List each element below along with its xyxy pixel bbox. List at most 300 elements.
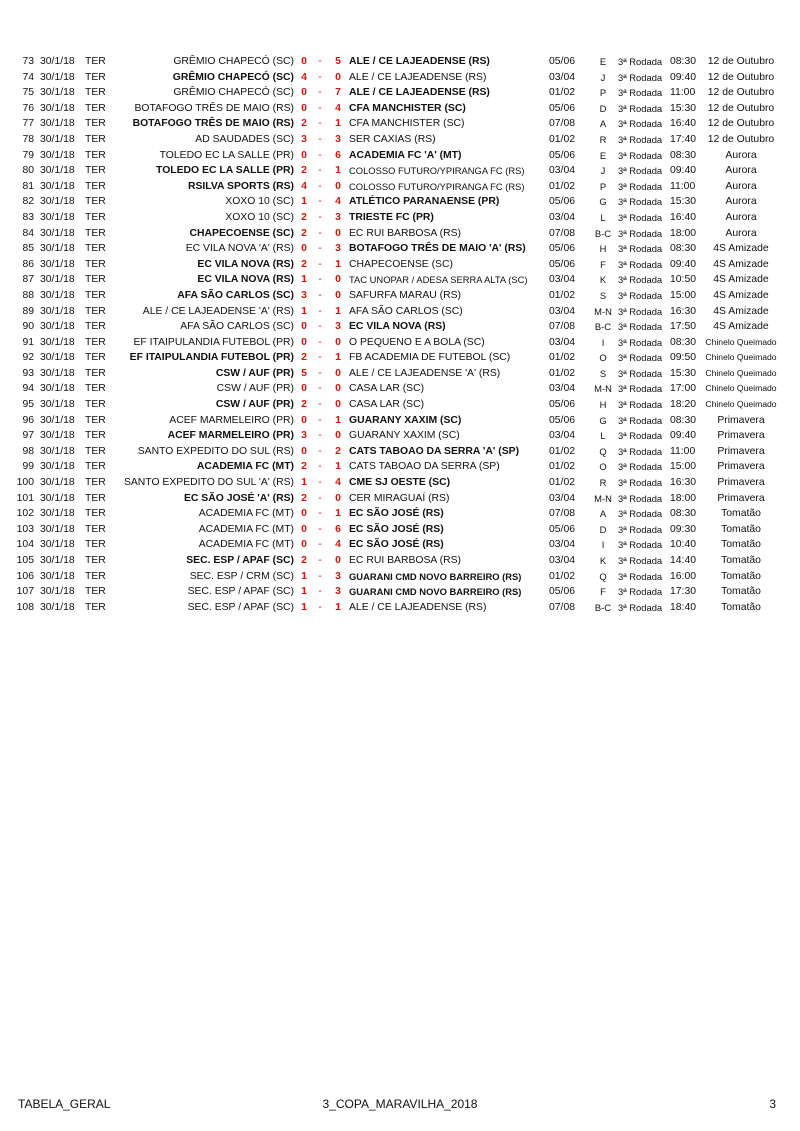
home-team: CSW / AUF (PR) <box>216 383 294 395</box>
group: P <box>599 87 607 99</box>
match-weekday: TER <box>85 445 106 457</box>
group: G <box>599 196 607 208</box>
away-team: CFA MANCHISTER (SC) <box>349 118 465 130</box>
match-date: 30/1/18 <box>40 274 75 286</box>
group: G <box>599 414 607 426</box>
home-team: ALE / CE LAJEADENSE 'A' (RS) <box>142 305 294 317</box>
kickoff-time: 16:30 <box>670 477 697 489</box>
round: 3ª Rodada <box>618 102 663 114</box>
round: 3ª Rodada <box>618 211 663 223</box>
match-number: 80 <box>22 165 34 177</box>
match-number: 86 <box>22 258 34 270</box>
home-score: 1 <box>301 477 307 489</box>
table-row <box>0 241 800 257</box>
home-score: 0 <box>301 149 307 161</box>
home-team: XOXO 10 (SC) <box>225 196 294 208</box>
venue: Tomatão <box>721 586 761 598</box>
home-score: 2 <box>301 461 307 473</box>
match-weekday: TER <box>85 399 106 411</box>
score-separator: - <box>318 243 322 255</box>
away-score: 4 <box>335 196 341 208</box>
away-team: SER CAXIAS (RS) <box>349 133 436 145</box>
table-row <box>0 319 800 335</box>
match-weekday: TER <box>85 133 106 145</box>
home-team: EC VILA NOVA (RS) <box>197 258 294 270</box>
home-team: CSW / AUF (PR) <box>215 399 294 411</box>
kickoff-time: 08:30 <box>670 149 697 161</box>
match-date: 30/1/18 <box>40 133 75 145</box>
home-score: 2 <box>301 227 307 239</box>
away-team: EC SÃO JOSÉ (RS) <box>349 539 444 551</box>
match-number: 100 <box>16 477 34 489</box>
home-score: 0 <box>301 243 307 255</box>
match-number: 98 <box>22 445 34 457</box>
home-score: 0 <box>301 102 307 114</box>
score-separator: - <box>318 383 322 395</box>
round: 3ª Rodada <box>618 477 663 489</box>
category: 03/04 <box>549 383 576 395</box>
kickoff-time: 18:00 <box>670 227 697 239</box>
round: 3ª Rodada <box>618 87 663 99</box>
away-team: O PEQUENO E A BOLA (SC) <box>349 336 485 348</box>
match-weekday: TER <box>85 430 106 442</box>
match-weekday: TER <box>85 383 106 395</box>
score-separator: - <box>318 211 322 223</box>
match-weekday: TER <box>85 274 106 286</box>
category: 01/02 <box>549 87 576 99</box>
score-separator: - <box>318 570 322 582</box>
away-team: ATLÉTICO PARANAENSE (PR) <box>349 196 500 208</box>
venue: Aurora <box>725 149 757 161</box>
match-date: 30/1/18 <box>40 211 75 223</box>
away-team: CER MIRAGUAÍ (RS) <box>349 492 450 504</box>
round: 3ª Rodada <box>618 539 663 551</box>
score-separator: - <box>318 289 322 301</box>
home-team: GRÊMIO CHAPECÓ (SC) <box>173 56 294 67</box>
round: 3ª Rodada <box>618 461 663 473</box>
away-score: 0 <box>335 227 341 239</box>
away-team: CATS TABOAO DA SERRA (SP) <box>349 461 500 473</box>
home-team: BOTAFOGO TRÊS DE MAIO (RS) <box>132 118 294 130</box>
away-score: 3 <box>335 133 341 145</box>
round: 3ª Rodada <box>618 336 663 348</box>
home-team: ACEF MARMELEIRO (PR) <box>169 414 294 426</box>
table-row <box>0 194 800 210</box>
kickoff-time: 16:30 <box>670 305 697 317</box>
score-separator: - <box>318 102 322 114</box>
match-number: 84 <box>22 227 34 239</box>
table-row <box>0 226 800 242</box>
category: 01/02 <box>549 570 576 582</box>
match-date: 30/1/18 <box>40 461 75 473</box>
round: 3ª Rodada <box>618 56 663 67</box>
match-date: 30/1/18 <box>40 87 75 99</box>
round: 3ª Rodada <box>618 180 663 192</box>
away-team: CASA LAR (SC) <box>349 383 425 395</box>
home-score: 2 <box>301 492 307 504</box>
away-team: CATS TABOAO DA SERRA 'A' (SP) <box>349 445 520 457</box>
table-row <box>0 85 800 101</box>
group: L <box>600 430 606 442</box>
venue: 4S Amizade <box>713 305 769 317</box>
match-date: 30/1/18 <box>40 383 75 395</box>
category: 01/02 <box>549 445 576 457</box>
group: O <box>599 461 607 473</box>
home-team: CSW / AUF (PR) <box>215 367 294 379</box>
match-date: 30/1/18 <box>40 196 75 208</box>
kickoff-time: 11:00 <box>670 180 696 192</box>
score-separator: - <box>318 180 322 192</box>
group: D <box>599 102 607 114</box>
kickoff-time: 09:30 <box>670 523 697 535</box>
match-number: 101 <box>16 492 34 504</box>
away-score: 0 <box>335 555 341 566</box>
home-team: EF ITAIPULANDIA FUTEBOL (PR) <box>129 352 294 364</box>
match-weekday: TER <box>85 165 106 177</box>
home-score: 2 <box>301 352 307 364</box>
group: H <box>599 243 607 255</box>
match-number: 90 <box>22 321 34 333</box>
group: F <box>600 258 606 270</box>
match-date: 30/1/18 <box>40 492 75 504</box>
table-row <box>0 132 800 148</box>
match-weekday: TER <box>85 71 106 83</box>
kickoff-time: 15:00 <box>670 461 697 473</box>
round: 3ª Rodada <box>618 71 663 83</box>
group: R <box>599 477 607 489</box>
match-number: 76 <box>22 102 34 114</box>
match-weekday: TER <box>85 523 106 535</box>
match-table <box>0 54 800 615</box>
match-date: 30/1/18 <box>40 445 75 457</box>
home-team: SANTO EXPEDITO DO SUL (RS) <box>137 445 294 457</box>
home-score: 2 <box>301 258 307 270</box>
match-date: 30/1/18 <box>40 71 75 83</box>
category: 01/02 <box>549 289 576 301</box>
venue: Aurora <box>725 180 757 192</box>
venue: 4S Amizade <box>713 258 769 270</box>
group: B-C <box>594 321 612 333</box>
category: 07/08 <box>549 118 576 130</box>
score-separator: - <box>318 196 322 208</box>
home-score: 1 <box>301 196 307 208</box>
match-weekday: TER <box>85 321 106 333</box>
category: 03/04 <box>549 305 576 317</box>
venue: Aurora <box>725 196 757 208</box>
away-score: 1 <box>335 601 341 613</box>
match-date: 30/1/18 <box>40 570 75 582</box>
home-team: XOXO 10 (SC) <box>225 211 294 223</box>
footer-document-title: 3_COPA_MARAVILHA_2018 <box>322 1097 478 1111</box>
table-row <box>0 459 800 475</box>
table-row <box>0 397 800 413</box>
home-score: 0 <box>301 56 307 67</box>
away-team: ACADEMIA FC 'A' (MT) <box>349 149 462 161</box>
match-date: 30/1/18 <box>40 430 75 442</box>
match-number: 73 <box>22 56 34 67</box>
table-row <box>0 522 800 538</box>
group: E <box>599 56 607 67</box>
group: O <box>599 352 607 364</box>
match-number: 103 <box>16 523 34 535</box>
group: S <box>599 289 607 301</box>
match-date: 30/1/18 <box>40 227 75 239</box>
category: 05/06 <box>549 258 576 270</box>
round: 3ª Rodada <box>618 492 663 504</box>
home-score: 1 <box>301 570 307 582</box>
away-team: CFA MANCHISTER (SC) <box>349 102 466 114</box>
venue: Tomatão <box>721 601 761 613</box>
match-date: 30/1/18 <box>40 118 75 130</box>
kickoff-time: 18:00 <box>670 492 697 504</box>
category: 01/02 <box>549 133 576 145</box>
home-score: 0 <box>301 445 307 457</box>
venue: Chinelo Queimado <box>705 383 777 394</box>
match-weekday: TER <box>85 227 106 239</box>
away-score: 7 <box>335 87 341 99</box>
table-row <box>0 54 800 70</box>
match-weekday: TER <box>85 352 106 364</box>
home-team: ACADEMIA FC (MT) <box>196 461 294 473</box>
match-number: 105 <box>16 555 34 566</box>
round: 3ª Rodada <box>618 196 663 208</box>
table-row <box>0 210 800 226</box>
match-number: 94 <box>22 383 34 395</box>
table-row <box>0 428 800 444</box>
venue: 12 de Outubro <box>707 133 775 145</box>
away-score: 0 <box>335 367 341 379</box>
round: 3ª Rodada <box>618 289 663 301</box>
venue: Tomatão <box>721 555 761 566</box>
venue: Aurora <box>725 165 757 177</box>
home-team: GRÊMIO CHAPECÓ (SC) <box>172 71 294 83</box>
kickoff-time: 18:20 <box>670 399 697 411</box>
score-separator: - <box>318 477 322 489</box>
kickoff-time: 17:00 <box>670 383 697 395</box>
round: 3ª Rodada <box>618 165 663 177</box>
group: E <box>599 149 607 161</box>
match-date: 30/1/18 <box>40 321 75 333</box>
venue: 12 de Outubro <box>707 87 775 99</box>
away-score: 1 <box>335 414 341 426</box>
away-team: EC VILA NOVA (RS) <box>349 321 446 333</box>
table-row <box>0 304 800 320</box>
category: 03/04 <box>549 539 576 551</box>
home-team: ACADEMIA FC (MT) <box>198 508 294 520</box>
away-team: CASA LAR (SC) <box>349 399 425 411</box>
footer-sheet-name: TABELA_GERAL <box>18 1097 111 1111</box>
category: 05/06 <box>549 414 576 426</box>
away-score: 1 <box>335 118 341 130</box>
group: K <box>599 274 607 286</box>
home-team: TOLEDO EC LA SALLE (PR) <box>156 165 294 177</box>
home-score: 5 <box>301 367 307 379</box>
away-team: ALE / CE LAJEADENSE 'A' (RS) <box>349 367 501 379</box>
away-score: 5 <box>335 56 341 67</box>
away-team: GUARANI CMD NOVO BARREIRO (RS) <box>349 586 522 598</box>
group: M-N <box>594 383 612 395</box>
match-weekday: TER <box>85 461 106 473</box>
away-score: 0 <box>335 180 341 192</box>
category: 07/08 <box>549 508 576 520</box>
venue: Chinelo Queimado <box>705 352 777 363</box>
kickoff-time: 09:40 <box>670 430 697 442</box>
match-number: 74 <box>22 71 34 83</box>
away-score: 1 <box>335 165 341 177</box>
match-weekday: TER <box>85 180 106 192</box>
score-separator: - <box>318 492 322 504</box>
round: 3ª Rodada <box>618 149 663 161</box>
score-separator: - <box>318 352 322 364</box>
category: 07/08 <box>549 601 576 613</box>
away-score: 0 <box>335 336 341 348</box>
kickoff-time: 15:30 <box>670 102 697 114</box>
category: 03/04 <box>549 165 576 177</box>
match-date: 30/1/18 <box>40 601 75 613</box>
kickoff-time: 11:00 <box>670 445 696 457</box>
kickoff-time: 18:40 <box>670 601 697 613</box>
round: 3ª Rodada <box>618 383 663 395</box>
home-team: BOTAFOGO TRÊS DE MAIO (RS) <box>134 102 294 114</box>
kickoff-time: 11:00 <box>670 87 696 99</box>
home-team: ACEF MARMELEIRO (PR) <box>167 430 294 442</box>
category: 03/04 <box>549 336 576 348</box>
category: 03/04 <box>549 492 576 504</box>
away-team: FB ACADEMIA DE FUTEBOL (SC) <box>349 352 511 364</box>
match-number: 107 <box>16 586 34 598</box>
match-number: 96 <box>22 414 34 426</box>
group: J <box>600 71 606 83</box>
match-weekday: TER <box>85 149 106 161</box>
score-separator: - <box>318 227 322 239</box>
kickoff-time: 08:30 <box>670 243 697 255</box>
group: J <box>600 165 606 177</box>
kickoff-time: 15:00 <box>670 289 697 301</box>
venue: 4S Amizade <box>713 321 769 333</box>
match-number: 93 <box>22 367 34 379</box>
match-date: 30/1/18 <box>40 102 75 114</box>
round: 3ª Rodada <box>618 118 663 130</box>
table-row <box>0 475 800 491</box>
match-number: 77 <box>22 118 34 130</box>
away-score: 4 <box>335 539 341 551</box>
away-score: 0 <box>335 383 341 395</box>
home-score: 2 <box>301 165 307 177</box>
table-row <box>0 272 800 288</box>
away-team: GUARANY XAXIM (SC) <box>349 430 460 442</box>
group: Q <box>599 570 607 582</box>
kickoff-time: 08:30 <box>670 336 697 348</box>
score-separator: - <box>318 367 322 379</box>
score-separator: - <box>318 601 322 613</box>
venue: Primavera <box>717 492 765 504</box>
match-number: 87 <box>22 274 34 286</box>
table-row <box>0 366 800 382</box>
category: 01/02 <box>549 367 576 379</box>
venue: 12 de Outubro <box>707 118 775 130</box>
table-row <box>0 584 800 600</box>
home-team: TOLEDO EC LA SALLE (PR) <box>159 149 294 161</box>
match-weekday: TER <box>85 508 106 520</box>
kickoff-time: 09:40 <box>670 165 697 177</box>
group: P <box>599 180 607 192</box>
away-team: BOTAFOGO TRÊS DE MAIO 'A' (RS) <box>349 243 526 255</box>
score-separator: - <box>318 321 322 333</box>
group: K <box>599 555 607 566</box>
home-score: 2 <box>301 555 307 566</box>
match-weekday: TER <box>85 243 106 255</box>
kickoff-time: 17:40 <box>670 133 697 145</box>
home-score: 1 <box>301 586 307 598</box>
away-score: 6 <box>335 149 341 161</box>
home-score: 0 <box>301 508 307 520</box>
away-score: 1 <box>335 461 341 473</box>
away-score: 1 <box>335 352 341 364</box>
home-score: 2 <box>301 118 307 130</box>
table-row <box>0 381 800 397</box>
match-weekday: TER <box>85 118 106 130</box>
category: 05/06 <box>549 56 576 67</box>
venue: Tomatão <box>721 539 761 551</box>
category: 05/06 <box>549 149 576 161</box>
home-team: RSILVA SPORTS (RS) <box>187 180 294 192</box>
kickoff-time: 16:40 <box>670 211 697 223</box>
away-team: GUARANI CMD NOVO BARREIRO (RS) <box>349 570 522 582</box>
match-number: 102 <box>16 508 34 520</box>
score-separator: - <box>318 118 322 130</box>
home-team: EC SÃO JOSÉ 'A' (RS) <box>183 492 294 504</box>
table-row <box>0 101 800 117</box>
away-score: 0 <box>335 399 341 411</box>
table-row <box>0 70 800 86</box>
match-weekday: TER <box>85 586 106 598</box>
home-score: 0 <box>301 414 307 426</box>
match-date: 30/1/18 <box>40 539 75 551</box>
round: 3ª Rodada <box>618 555 663 566</box>
score-separator: - <box>318 414 322 426</box>
match-weekday: TER <box>85 87 106 99</box>
match-date: 30/1/18 <box>40 289 75 301</box>
home-score: 0 <box>301 383 307 395</box>
away-team: CHAPECOENSE (SC) <box>349 258 453 270</box>
away-team: COLOSSO FUTURO/YPIRANGA FC (RS) <box>349 180 525 192</box>
round: 3ª Rodada <box>618 601 663 613</box>
home-score: 3 <box>301 289 307 301</box>
score-separator: - <box>318 149 322 161</box>
venue: Tomatão <box>721 570 761 582</box>
match-weekday: TER <box>85 601 106 613</box>
away-team: ALE / CE LAJEADENSE (RS) <box>349 71 487 83</box>
table-row <box>0 288 800 304</box>
table-row <box>0 537 800 553</box>
kickoff-time: 09:40 <box>670 71 697 83</box>
away-score: 0 <box>335 430 341 442</box>
group: D <box>599 523 607 535</box>
round: 3ª Rodada <box>618 321 663 333</box>
score-separator: - <box>318 71 322 83</box>
round: 3ª Rodada <box>618 305 663 317</box>
round: 3ª Rodada <box>618 367 663 379</box>
group: F <box>600 586 606 598</box>
venue: Primavera <box>717 445 765 457</box>
table-row <box>0 116 800 132</box>
match-weekday: TER <box>85 477 106 489</box>
score-separator: - <box>318 461 322 473</box>
home-score: 0 <box>301 523 307 535</box>
match-date: 30/1/18 <box>40 180 75 192</box>
match-number: 91 <box>22 336 34 348</box>
home-team: EF ITAIPULANDIA FUTEBOL (PR) <box>133 336 294 348</box>
